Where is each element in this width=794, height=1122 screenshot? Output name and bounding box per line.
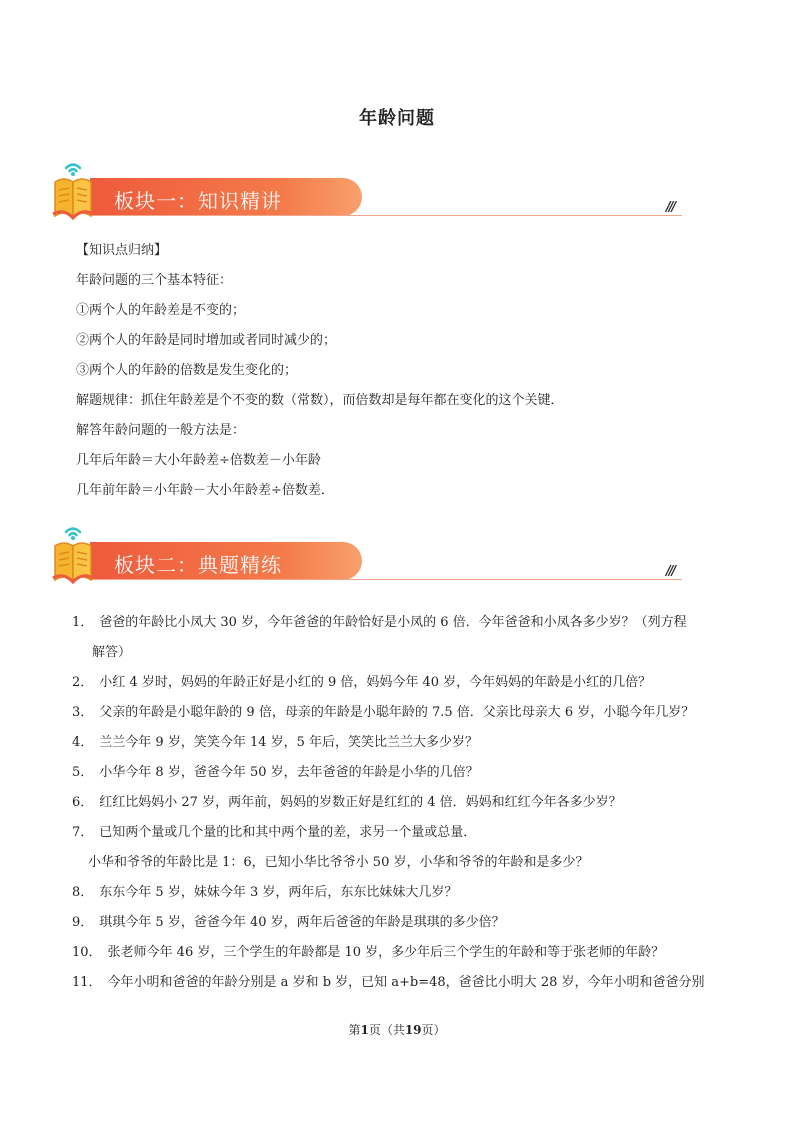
section-title-1: 板块一：知识精讲	[114, 189, 282, 213]
question-text: 红红比妈妈小 27 岁，两年前，妈妈的岁数正好是红红的 4 倍．妈妈和红红今年各多少岁？	[99, 795, 622, 810]
question-continuation: 解答）	[92, 645, 132, 660]
question-text: 已知两个量或几个量的比和其中两个量的差，求另一个量或总量．	[99, 825, 477, 840]
knowledge-line: 解答年龄问题的一般方法是：	[76, 423, 246, 438]
knowledge-line: 年龄问题的三个基本特征：	[76, 273, 233, 288]
question-item	[72, 668, 732, 698]
footer-page-number: 1	[360, 1023, 369, 1037]
question-number: 1．	[72, 615, 94, 630]
question-item	[72, 938, 732, 968]
question-number: 4．	[72, 735, 94, 750]
page-footer	[0, 1021, 794, 1038]
question-text: 爸爸的年龄比小凤大 30 岁，今年爸爸的年龄恰好是小凤的 6 倍．今年爸爸和小凤各多少岁？（列方程	[99, 615, 687, 630]
page-title: 年龄问题	[359, 108, 435, 129]
question-number: 7．	[72, 825, 94, 840]
question-text: 小华今年 8 岁，爸爸今年 50 岁，去年爸爸的年龄是小华的几倍？	[99, 765, 479, 780]
section-banner-1	[52, 158, 684, 222]
section-bar-2	[90, 542, 362, 580]
question-number: 5．	[72, 765, 94, 780]
footer-suffix: 页）	[421, 1023, 446, 1037]
knowledge-line: ③两个人的年龄的倍数是发生变化的；	[76, 363, 298, 378]
question-number: 11．	[72, 975, 102, 990]
question-item	[72, 698, 732, 728]
question-item	[72, 758, 732, 788]
question-text: 东东今年 5 岁，妹妹今年 3 岁，两年后，东东比妹妹大几岁？	[99, 885, 458, 900]
question-list	[72, 608, 732, 998]
footer-total-pages: 19	[404, 1023, 422, 1037]
slash-decoration: ///	[666, 200, 675, 215]
question-text: 父亲的年龄是小聪年龄的 9 倍，母亲的年龄是小聪年龄的 7.5 倍．父亲比母亲大 6 岁，小聪今年几岁？	[99, 705, 695, 720]
section-banner-2	[52, 522, 684, 586]
question-text: 小红 4 岁时，妈妈的年龄正好是小红的 9 倍，妈妈今年 40 岁，今年妈妈的年龄是小红的几倍？	[99, 675, 652, 690]
book-icon	[52, 522, 100, 584]
knowledge-heading: 【知识点归纳】	[76, 243, 168, 258]
knowledge-summary	[76, 236, 564, 506]
slash-decoration: ///	[666, 564, 675, 579]
knowledge-line: ①两个人的年龄差是不变的；	[76, 303, 246, 318]
question-item	[72, 908, 732, 938]
question-number: 8．	[72, 885, 94, 900]
question-text: 张老师今年 46 岁，三个学生的年龄都是 10 岁，多少年后三个学生的年龄和等于张老师的年龄？	[107, 945, 665, 960]
footer-mid: 页（共	[368, 1023, 405, 1037]
question-number: 6．	[72, 795, 94, 810]
question-number: 10．	[72, 945, 102, 960]
question-item	[72, 608, 732, 638]
question-text: 兰兰今年 9 岁，笑笑今年 14 岁，5 年后，笑笑比兰兰大多少岁？	[99, 735, 479, 750]
question-item	[72, 878, 732, 908]
question-item	[72, 818, 732, 848]
knowledge-line: 解题规律：抓住年龄差是个不变的数（常数），而倍数却是每年都在变化的这个关键．	[76, 393, 564, 408]
knowledge-line: 几年后年龄＝大小年龄差÷倍数差－小年龄	[76, 453, 321, 468]
question-number: 3．	[72, 705, 94, 720]
question-text: 琪琪今年 5 岁，爸爸今年 40 岁，两年后爸爸的年龄是琪琪的多少倍？	[99, 915, 505, 930]
knowledge-line: ②两个人的年龄是同时增加或者同时减少的；	[76, 333, 337, 348]
footer-prefix: 第	[348, 1023, 361, 1037]
section-divider-2	[90, 579, 682, 580]
question-item	[72, 788, 732, 818]
section-divider-1	[90, 215, 682, 216]
question-item	[72, 968, 732, 998]
question-item	[72, 728, 732, 758]
question-number: 9．	[72, 915, 94, 930]
knowledge-line: 几年前年龄＝小年龄－大小年龄差÷倍数差．	[76, 483, 334, 498]
question-number: 2．	[72, 675, 94, 690]
question-text: 今年小明和爸爸的年龄分别是 a 岁和 b 岁，已知 a+b=48，爸爸比小明大 28 岁，今年小明和爸爸分别	[107, 975, 705, 990]
book-icon	[52, 158, 100, 220]
section-title-2: 板块二：典题精练	[114, 553, 282, 577]
section-bar-1	[90, 178, 362, 216]
question-subtext: 小华和爷爷的年龄比是 1：6，已知小华比爷爷小 50 岁，小华和爷爷的年龄和是多少？	[88, 855, 589, 870]
